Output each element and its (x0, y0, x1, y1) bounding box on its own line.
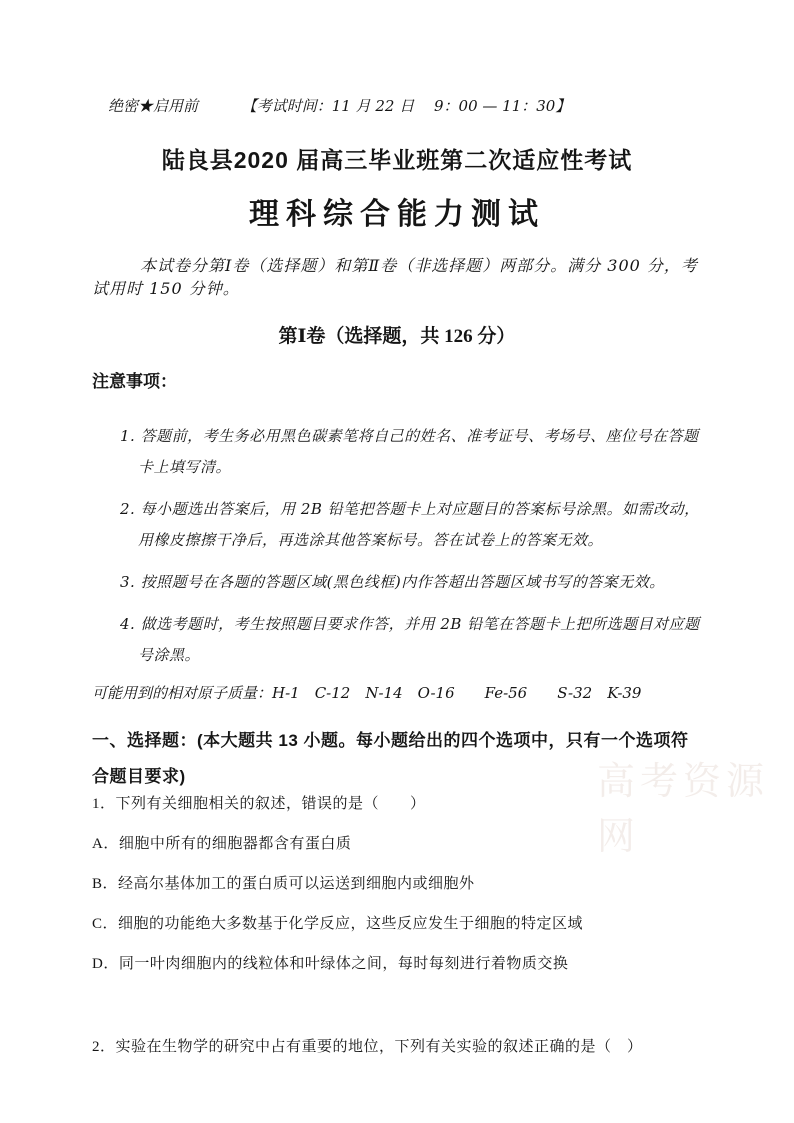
page-content (92, 98, 702, 1056)
exam-title: 陆良县2020 届高三毕业班第二次适应性考试 (161, 147, 633, 173)
notes-title: 注意事项： (92, 372, 177, 391)
question-1-option-a: A．细胞中所有的细胞器都含有蛋白质 (92, 836, 352, 852)
watermark-text: 高考资源网 (597, 759, 770, 858)
notes-list (120, 421, 702, 671)
question-1-option-d: D．同一叶肉细胞内的线粒体和叶绿体之间，每时每刻进行着物质交换 (92, 956, 569, 972)
note-item-1: 1. 答题前，考生务必用黑色碳素笔将自己的姓名、准考证号、考场号、座位号在答题卡上填写清。 (120, 427, 699, 476)
intro-paragraph: 本试卷分第Ⅰ卷（选择题）和第Ⅱ卷（非选择题）两部分。满分 300 分，考试用时 150 分钟。 (92, 256, 698, 298)
part1-heading: 第Ⅰ卷（选择题，共 126 分） (278, 326, 516, 347)
question-1-option-c: C．细胞的功能绝大多数基于化学反应，这些反应发生于细胞的特定区域 (92, 916, 584, 932)
question-1-stem: 1．下列有关细胞相关的叙述，错误的是（ ） (92, 796, 426, 812)
note-item-2: 2. 每小题选出答案后，用 2B 铅笔把答题卡上对应题目的答案标号涂黑。如需改动，用橡皮擦擦干净后，再选涂其他答案标号。答在试卷上的答案无效。 (120, 500, 700, 549)
atomic-mass-line: 可能用到的相对原子质量：H-1 C-12 N-14 O-16 Fe-56 S-32 K-39 (92, 684, 642, 702)
subject-title: 理科综合能力测试 (249, 198, 545, 231)
top-header-row (108, 98, 702, 116)
classification-label: 绝密★启用前 (108, 97, 199, 115)
question-1-option-b: B．经高尔基体加工的蛋白质可以运送到细胞内或细胞外 (92, 876, 475, 892)
choice-section-heading: 一、选择题：(本大题共 13 小题。每小题给出的四个选项中，只有一个选项符合题目要求) (92, 731, 689, 786)
note-item-4: 4. 做选考题时，考生按照题目要求作答，并用 2B 铅笔在答题卡上把所选题目对应题号涂黑。 (120, 615, 700, 664)
question-2-stem: 2．实验在生物学的研究中占有重要的地位，下列有关实验的叙述正确的是（ ） (92, 1039, 643, 1055)
exam-time-label: 【考试时间：11 月 22 日 9：00 — 11：30】 (241, 97, 571, 115)
note-item-3: 3. 按照题号在各题的答题区域(黑色线框)内作答超出答题区域书写的答案无效。 (120, 573, 665, 591)
